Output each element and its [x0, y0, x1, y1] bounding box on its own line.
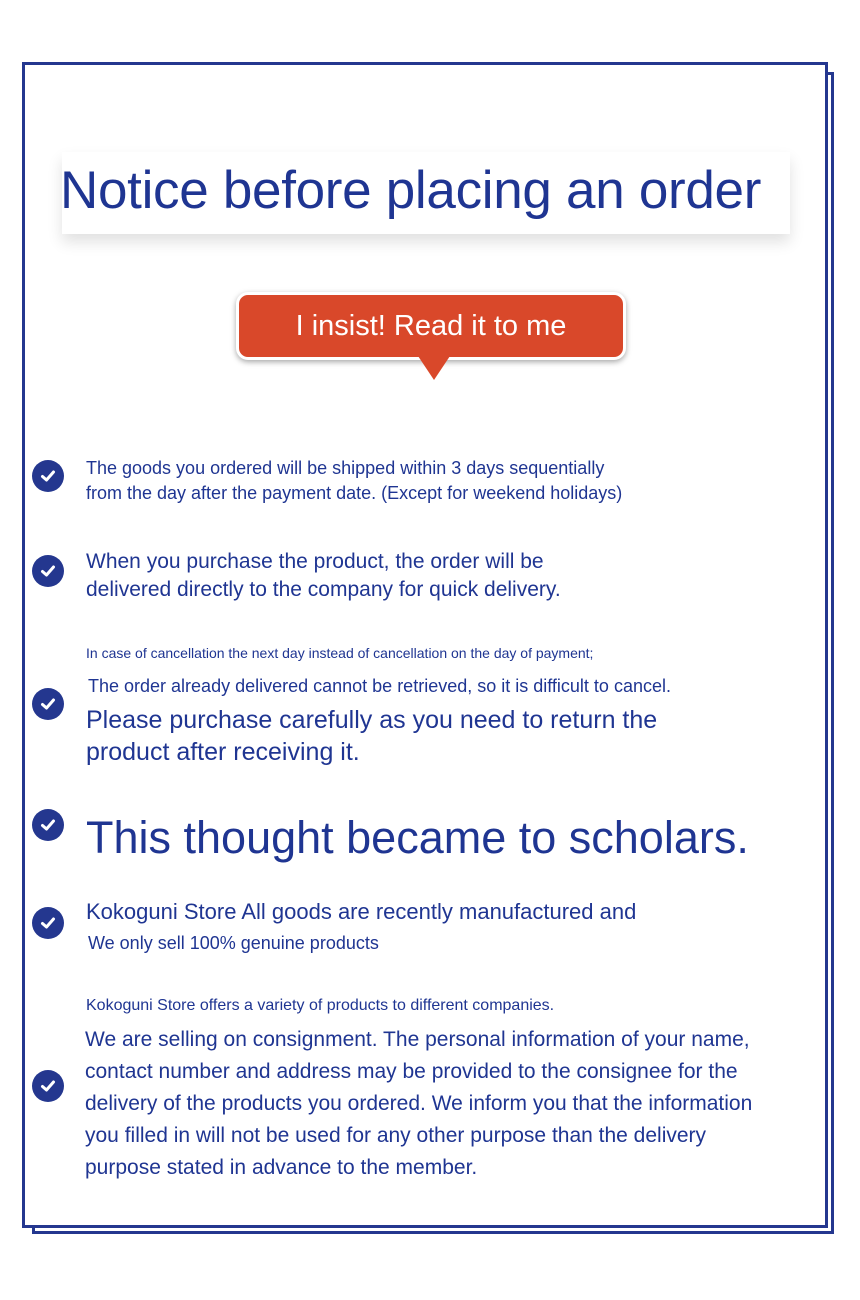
notice-3-lead: In case of cancellation the next day instead of cancellation on the day of payment;	[86, 645, 594, 661]
check-circle-icon	[32, 555, 64, 587]
notice-6-line-3: delivery of the products you ordered. We inform you that the information	[85, 1092, 753, 1115]
notice-1-line-1: The goods you ordered will be shipped within 3 days sequentially	[86, 458, 605, 478]
check-circle-icon	[32, 1070, 64, 1102]
check-circle-icon	[32, 688, 64, 720]
notice-5-line-2: We only sell 100% genuine products	[88, 933, 379, 953]
notice-5-line-1: Kokoguni Store All goods are recently manufactured and	[86, 899, 637, 924]
notice-6-lead: Kokoguni Store offers a variety of products to different companies.	[86, 997, 555, 1014]
notice-3-line-1: Please purchase carefully as you need to return the	[86, 706, 658, 734]
notice-2-line-2: delivered directly to the company for quick delivery.	[86, 578, 561, 601]
notice-6-line-2: contact number and address may be provided to the consignee for the	[85, 1060, 738, 1083]
notice-3-line-2: product after receiving it.	[86, 738, 360, 766]
notice-2-line-1: When you purchase the product, the order will be	[86, 550, 544, 573]
page-title: Notice before placing an order	[60, 161, 762, 220]
notice-6-line-1: We are selling on consignment. The personal information of your name,	[85, 1028, 750, 1051]
notice-6-line-4: you filled in will not be used for any other purpose than the delivery	[85, 1124, 707, 1147]
speech-bubble-tail	[418, 356, 450, 380]
notice-4-headline: This thought became to scholars.	[86, 812, 749, 863]
notice-6-line-5: purpose stated in advance to the member.	[85, 1156, 478, 1179]
check-circle-icon	[32, 460, 64, 492]
notice-1-line-2: from the day after the payment date. (Except for weekend holidays)	[86, 483, 623, 503]
read-it-button[interactable]: I insist! Read it to me	[236, 292, 626, 360]
check-circle-icon	[32, 907, 64, 939]
notice-3-sub: The order already delivered cannot be retrieved, so it is difficult to cancel.	[88, 676, 671, 696]
check-circle-icon	[32, 809, 64, 841]
